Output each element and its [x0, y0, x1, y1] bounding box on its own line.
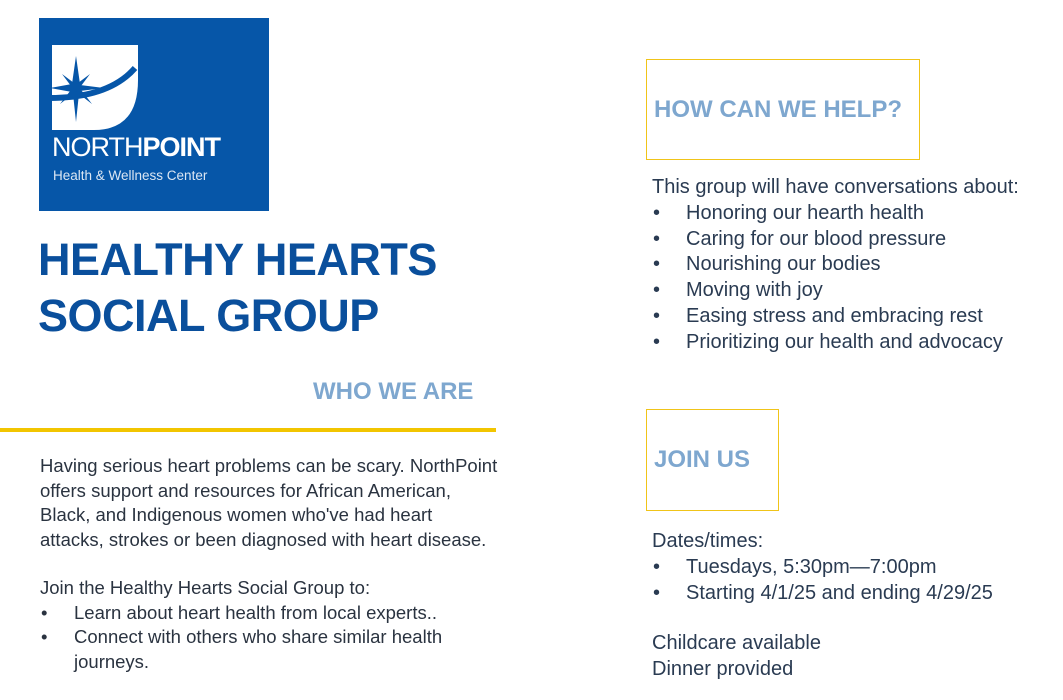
help-intro: This group will have conversations about: — [652, 176, 1019, 198]
join-heading-box — [646, 409, 779, 511]
help-heading: HOW CAN WE HELP? — [654, 96, 902, 123]
list-item — [652, 227, 1062, 253]
logo-subtitle: Health & Wellness Center — [53, 168, 208, 183]
list-item-text: Learn about heart health from local experts.. — [74, 601, 438, 623]
childcare-text: Childcare available — [652, 632, 821, 655]
help-heading-box — [646, 59, 920, 160]
who-we-are-heading: WHO WE ARE — [313, 378, 474, 405]
northpoint-logo — [39, 18, 269, 211]
join-section — [652, 529, 1062, 683]
bullet-icon: • — [653, 330, 661, 353]
bullet-icon: • — [653, 581, 661, 604]
bullet-icon: • — [653, 253, 661, 276]
logo-name-bold: POINT — [142, 132, 221, 162]
list-item — [652, 278, 1062, 304]
who-section — [40, 454, 500, 674]
list-item-text: Honoring our hearth health — [686, 201, 924, 224]
list-item-text: Caring for our blood pressure — [686, 227, 947, 250]
divider-line — [0, 428, 496, 432]
list-item — [652, 555, 1062, 581]
join-heading: JOIN US — [654, 446, 751, 473]
list-item-text: Nourishing our bodies — [686, 253, 881, 276]
list-item-text: Moving with joy — [686, 279, 823, 302]
bullet-icon: • — [653, 279, 661, 302]
list-item — [652, 330, 1062, 356]
list-item-text: Starting 4/1/25 and ending 4/29/25 — [686, 581, 993, 604]
list-item — [40, 601, 470, 626]
bullet-icon: • — [41, 601, 48, 623]
logo-name-light: NORTH — [52, 132, 143, 162]
list-item-text: Connect with others who share similar health journeys. — [74, 626, 443, 672]
list-item — [652, 252, 1062, 278]
bullet-icon: • — [653, 555, 661, 578]
list-item — [652, 201, 1062, 227]
list-item-text: Prioritizing our health and advocacy — [686, 330, 1003, 353]
who-paragraph: Having serious heart problems can be scary. NorthPoint offers support and resources for African American, Black, and Indigenous women who've had heart attacks, strokes or been diagnosed with heart disease. — [40, 455, 498, 550]
join-intro: Join the Healthy Hearts Social Group to: — [40, 577, 371, 598]
page-title — [38, 232, 437, 344]
list-item-text: Tuesdays, 5:30pm—7:00pm — [686, 555, 937, 578]
bullet-icon: • — [653, 227, 661, 250]
title-line-1: HEALTHY HEARTS — [38, 234, 437, 285]
list-item-text: Easing stress and embracing rest — [686, 304, 983, 327]
bullet-icon: • — [653, 201, 661, 224]
list-item — [40, 625, 470, 674]
bullet-icon: • — [41, 626, 48, 647]
dates-label: Dates/times: — [652, 530, 764, 552]
help-section — [652, 175, 1062, 356]
dinner-text: Dinner provided — [652, 658, 794, 681]
bullet-icon: • — [653, 304, 661, 327]
list-item — [652, 304, 1062, 330]
list-item — [652, 581, 1062, 607]
title-line-2: SOCIAL GROUP — [38, 290, 379, 341]
